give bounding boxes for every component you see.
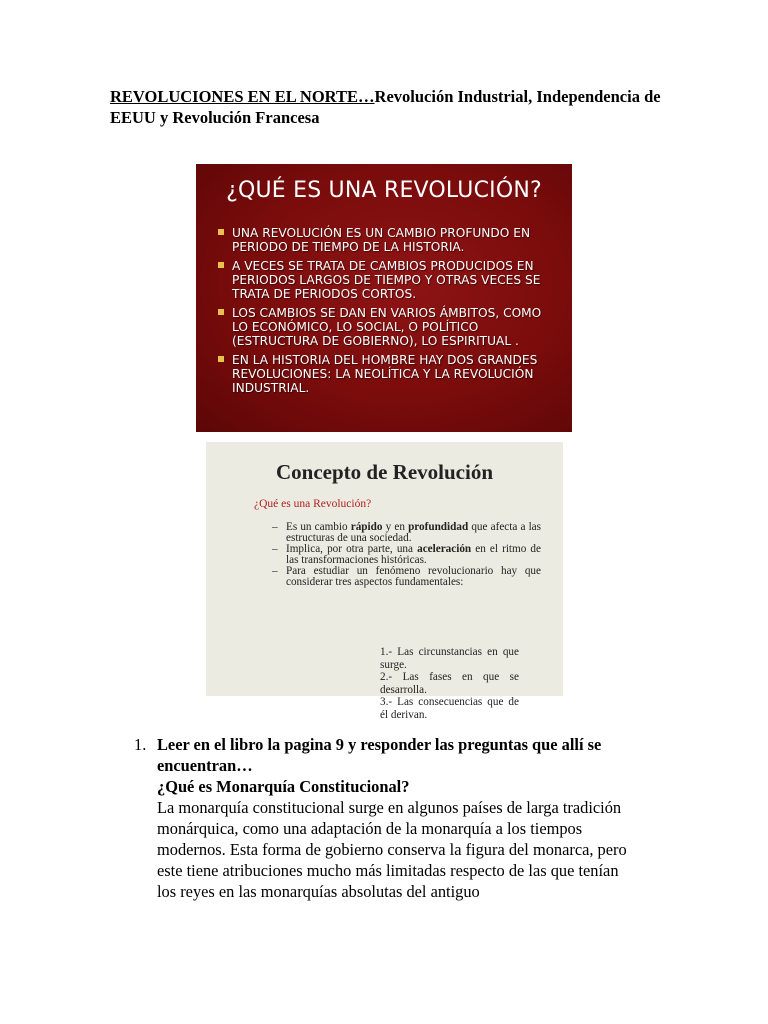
dash-bullet-icon: – (272, 543, 278, 555)
slide2-subitem: 2.- Las fases en que se desarrolla. (380, 671, 519, 696)
list-number: 1. (134, 735, 147, 754)
slide1-bullet-list (218, 226, 558, 400)
slide-que-es-revolucion (196, 164, 572, 432)
slide1-bullet: EN LA HISTORIA DEL HOMBRE HAY DOS GRANDES REVOLUCIONES: LA NEOLÍTICA Y LA REVOLUCIÓN INDUSTRIAL. (218, 353, 558, 395)
question-title: ¿Qué es Monarquía Constitucional? (157, 777, 410, 796)
slide2-item: – Para estudiar un fenómeno revolucionario hay que considerar tres aspectos fundamentales: 1.- Las circunstancias en que surge. 2.- Las fases en que se desarrolla. 3.- Las consecuencias que de él derivan. (272, 565, 541, 721)
heading-underlined: REVOLUCIONES EN EL NORTE… (110, 87, 375, 106)
square-bullet-icon (218, 356, 224, 362)
slide2-title: Concepto de Revolución (276, 460, 493, 484)
slide2-subitem: 1.- Las circunstancias en que surge. (380, 646, 519, 671)
square-bullet-icon (218, 262, 224, 268)
question-item (157, 734, 637, 902)
heading-rest: Revolución Industrial, Independencia de EEUU y Revolución Francesa (110, 87, 661, 127)
square-bullet-icon (218, 309, 224, 315)
slide2-list (272, 521, 542, 721)
slide-concepto-revolucion (206, 442, 563, 721)
document-heading (110, 86, 670, 128)
slide2-subitem: 3.- Las consecuencias que de él derivan. (380, 696, 519, 721)
question-answer: La monarquía constitucional surge en algunos países de larga tradición monárquica, como una adaptación de la monarquía a los tiempos modernos. Esta forma de gobierno conserva la figura del monarca, pero este tiene atribuciones mucho más limitadas respecto de las que tenían los reyes en las monarquías absolutas del antiguo (157, 798, 627, 901)
slide2-item: – Es un cambio rápido y en profundidad que afecta a las estructuras de una sociedad. (272, 521, 542, 544)
slide2-item: – Implica, por otra parte, una aceleración en el ritmo de las transformaciones históricas. (272, 543, 541, 566)
slide1-bullet: LOS CAMBIOS SE DAN EN VARIOS ÁMBITOS, COMO LO ECONÓMICO, LO SOCIAL, O POLÍTICO (ESTRUCTURA DE GOBIERNO), LO ESPIRITUAL . (218, 306, 558, 348)
slide1-bullet: A VECES SE TRATA DE CAMBIOS PRODUCIDOS EN PERIODOS LARGOS DE TIEMPO Y OTRAS VECES SE TRATA DE PERIODOS CORTOS. (218, 259, 558, 301)
slide1-bullet: UNA REVOLUCIÓN ES UN CAMBIO PROFUNDO EN PERIODO DE TIEMPO DE LA HISTORIA. (218, 226, 558, 254)
square-bullet-icon (218, 229, 224, 235)
slide2-subtitle: ¿Qué es una Revolución? (254, 498, 372, 510)
dash-bullet-icon: – (272, 521, 278, 533)
slide2-sublist (338, 646, 519, 721)
dash-bullet-icon: – (272, 565, 278, 577)
question-instruction: Leer en el libro la pagina 9 y responder las preguntas que allí se encuentran… (157, 735, 602, 775)
slide1-title: ¿QUÉ ES UNA REVOLUCIÓN? (226, 178, 542, 203)
